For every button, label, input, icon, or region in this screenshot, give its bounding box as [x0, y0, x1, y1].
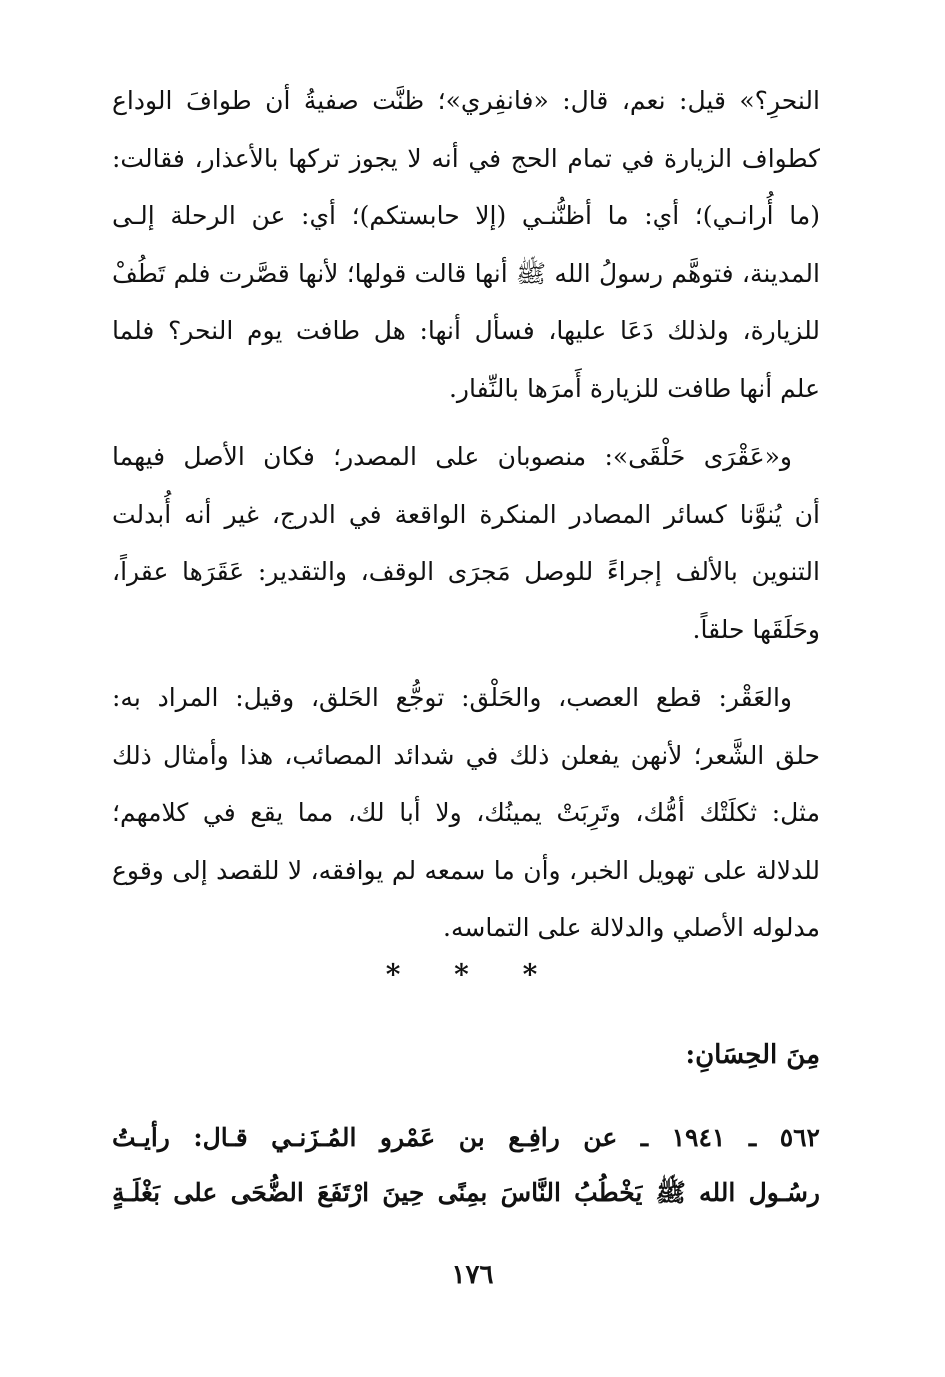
text-line: و«عَقْرَى حَلْقَى»: منصوبان على المصدر؛ فكان الأصل فيهما — [112, 442, 792, 471]
text-line: التنوين بالألف إجراءً للوصل مَجرَى الوقف، والتقدير: عَقَرَها عقراً، — [112, 557, 820, 586]
document-body — [112, 72, 820, 957]
text-line: النحرِ؟» قيل: نعم، قال: «فانفِري»؛ ظنَّت صفيةُ أن طوافَ الوداع — [112, 86, 820, 115]
page-number: ١٧٦ — [451, 1260, 494, 1290]
hadith-text — [112, 1110, 820, 1220]
text-line: رسُـول الله ﷺ يَخْطُبُ النَّاسَ بمِنًى حِينَ ارْتَفَعَ الضُّحَى على بَغْلَـةٍ — [112, 1178, 820, 1207]
text-line: كطواف الزيارة في تمام الحج في أنه لا يجوز تركها بالأعذار، فقالت: — [112, 143, 820, 173]
text-line: مثل: ثكلَتْك أمُّك، وتَرِبَتْ يمينُك، ولا أبا لك، مما يقع في كلامهم؛ — [112, 798, 820, 827]
section-heading: مِنَ الحِسَانِ: — [685, 1040, 820, 1070]
text-line: وحَلَقَها حلقاً. — [692, 614, 820, 644]
section-separator: * * * — [385, 958, 560, 991]
text-line: للدلالة على تهويل الخبر، وأن ما سمعه لم يوافقه، لا للقصد إلى وقوع — [112, 855, 820, 885]
text-line: ٥٦٢ ـ ١٩٤١ ـ عن رافِـع بن عَمْرو المُـزَنـي قـال: رأيـتُ — [112, 1123, 820, 1152]
text-line: حلق الشَّعر؛ لأنهن يفعلن ذلك في شدائد المصائب، هذا وأمثال ذلك — [112, 740, 820, 770]
text-line: مدلوله الأصلي والدلالة على التماسه. — [443, 913, 820, 942]
paragraph-1 — [112, 72, 820, 417]
text-line: للزيارة، ولذلك دَعَا عليها، فسأل أنها: هل طافت يوم النحر؟ فلما — [112, 316, 820, 345]
text-line: أن يُنوَّنا كسائر المصادر المنكرة الواقعة في الدرج، غير أنه أُبدلت — [112, 499, 820, 529]
text-line: علم أنها طافت للزيارة أَمرَها بالنِّفار. — [448, 373, 820, 403]
text-line: (ما أُرانـي)؛ أي: ما أظنُّنـي (إلا حابستكم)؛ أي: عن الرحلة إلـى — [112, 201, 820, 230]
text-line: المدينة، فتوهَّم رسولُ الله ﷺ أنها قالت قولها؛ لأنها قصَّرت فلم تَطُفْ — [112, 258, 820, 288]
text-line: والعَقْر: قطع العصب، والحَلْق: توجُّع الحَلق، وقيل: المراد به: — [112, 683, 792, 712]
paragraph-3 — [112, 669, 820, 957]
paragraph-2 — [112, 428, 820, 658]
